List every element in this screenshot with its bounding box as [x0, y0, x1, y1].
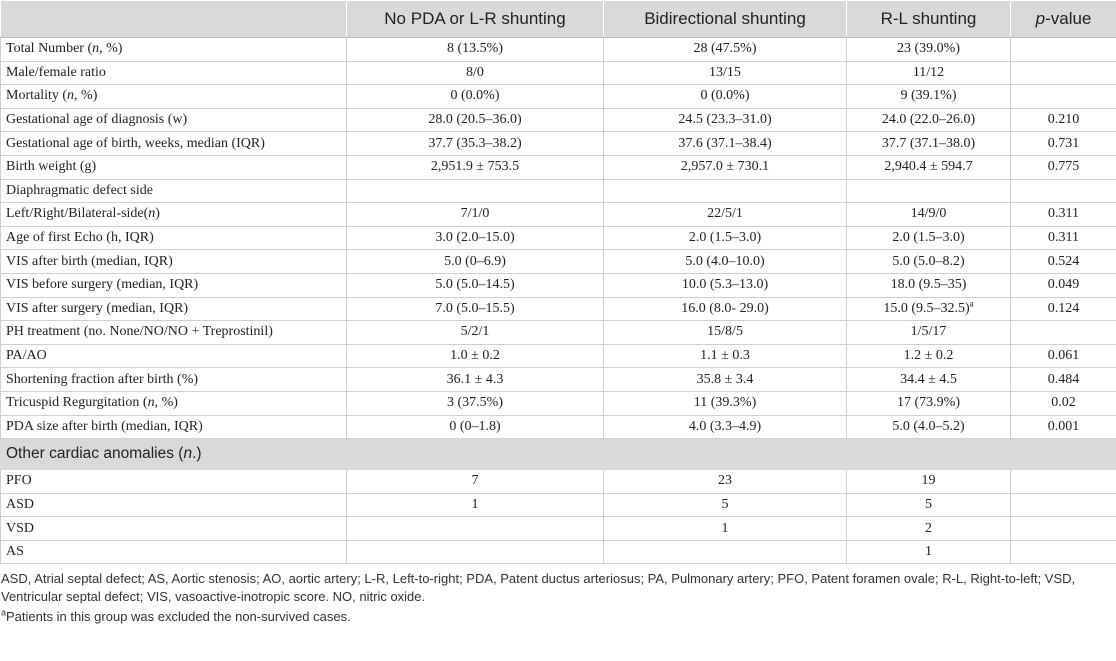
- cell-v3: [847, 321, 1011, 345]
- cell-value: 10.0 (5.3–13.0): [681, 277, 769, 293]
- cell-v1: [347, 273, 604, 297]
- cell-p-value: 0.210: [1011, 108, 1116, 132]
- cell-v2: [604, 203, 847, 227]
- table-row: [1, 108, 1116, 132]
- cell-v3: [847, 38, 1011, 62]
- row-label-part: PDA size after birth (median, IQR): [6, 418, 203, 434]
- cell-p-value: [1011, 540, 1116, 564]
- cell-v3: [847, 155, 1011, 179]
- cell-v3: [847, 391, 1011, 415]
- cell-v3: [847, 132, 1011, 156]
- cell-value: 13/15: [709, 64, 741, 80]
- row-label: [1, 273, 347, 297]
- cell-value: 36.1 ± 4.3: [446, 371, 504, 387]
- row-label-part: ): [155, 206, 160, 222]
- cell-p-value: 0.731: [1011, 132, 1116, 156]
- cell-value: 5/2/1: [460, 324, 490, 340]
- table-row: [1, 415, 1116, 439]
- cell-p-value: 0.049: [1011, 273, 1116, 297]
- row-label-part: PA/AO: [6, 348, 47, 364]
- table-row: [1, 321, 1116, 345]
- row-label-part: Diaphragmatic defect side: [6, 182, 153, 198]
- cell-v1: [347, 368, 604, 392]
- cell-value: 23 (39.0%): [897, 41, 960, 57]
- cell-v2: [604, 391, 847, 415]
- row-label: [1, 297, 347, 321]
- cell-value: 1.0 ± 0.2: [450, 348, 500, 364]
- row-label-part: Shortening fraction after birth (%): [6, 371, 199, 387]
- row-label-part: Total Number (: [6, 41, 93, 57]
- cell-value: 17 (73.9%): [897, 395, 960, 411]
- row-label-part: VIS before surgery (median, IQR): [6, 277, 199, 293]
- cell-p-value: [1011, 493, 1116, 517]
- cell-v3: 1: [847, 540, 1011, 564]
- cell-v1: [347, 344, 604, 368]
- row-label: PFO: [1, 470, 347, 494]
- cell-value: 5.0 (4.0–10.0): [685, 253, 765, 269]
- row-label: [1, 38, 347, 62]
- cell-value: 1/5/17: [910, 324, 947, 340]
- cell-p-value: [1011, 517, 1116, 541]
- cell-value: 5.0 (0–6.9): [444, 253, 506, 269]
- cell-v1: [347, 415, 604, 439]
- row-label: AS: [1, 540, 347, 564]
- row-label-part: n: [147, 395, 155, 411]
- table-body: [1, 38, 1116, 564]
- cell-p-value: 0.311: [1011, 203, 1116, 227]
- section-label: [1, 439, 1116, 470]
- table-row: [1, 368, 1116, 392]
- header-row: [1, 1, 1116, 38]
- table-row: [1, 273, 1116, 297]
- cell-value: 2.0 (1.5–3.0): [688, 230, 762, 246]
- table-row: [1, 155, 1116, 179]
- row-label: VSD: [1, 517, 347, 541]
- table-row: [1, 61, 1116, 85]
- cell-value: 28.0 (20.5–36.0): [428, 112, 522, 128]
- cell-v2: [604, 108, 847, 132]
- cell-value: 5.0 (5.0–14.5): [435, 277, 515, 293]
- header-p-italic: p: [1035, 9, 1046, 28]
- cell-v2: [604, 540, 847, 564]
- cell-value: 14/9/0: [910, 206, 947, 222]
- row-label: [1, 415, 347, 439]
- row-label: [1, 61, 347, 85]
- row-label-part: Gestational age of birth, weeks, median (IQR): [6, 135, 265, 151]
- cell-v3: 5: [847, 493, 1011, 517]
- cell-v2: 23: [604, 470, 847, 494]
- cell-v1: [347, 203, 604, 227]
- row-label: [1, 250, 347, 274]
- row-label: [1, 179, 347, 203]
- note-text: Patients in this group was excluded the non-survived cases.: [6, 609, 351, 625]
- row-label-part: , %): [99, 41, 123, 57]
- row-label-part: n: [92, 41, 100, 57]
- cell-value: 37.6 (37.1–38.4): [678, 135, 772, 151]
- row-label-part: Birth weight (g): [6, 159, 97, 175]
- section-label-part: .): [192, 445, 202, 463]
- cell-v1: [347, 132, 604, 156]
- table-row: [1, 540, 1116, 564]
- cell-v2: [604, 250, 847, 274]
- cell-v1: [347, 179, 604, 203]
- cell-value: 3 (37.5%): [447, 395, 503, 411]
- row-label-part: n: [67, 88, 75, 104]
- cell-v1: [347, 540, 604, 564]
- cell-p-value: [1011, 179, 1116, 203]
- row-label-part: Gestational age of diagnosis (w): [6, 112, 188, 128]
- header-variable: [1, 1, 347, 38]
- section-label-part: Other cardiac anomalies (: [6, 445, 184, 463]
- cell-value: 0 (0.0%): [700, 88, 750, 104]
- row-label: [1, 155, 347, 179]
- cell-v2: [604, 273, 847, 297]
- cell-v2: [604, 179, 847, 203]
- cell-v2: [604, 132, 847, 156]
- cell-v3: [847, 297, 1011, 321]
- cell-value: 5.0 (4.0–5.2): [892, 418, 965, 434]
- table-row: [1, 179, 1116, 203]
- table-row: [1, 85, 1116, 109]
- cell-v3: [847, 85, 1011, 109]
- cell-value: 37.7 (35.3–38.2): [428, 135, 522, 151]
- cell-v2: [604, 155, 847, 179]
- row-label: [1, 344, 347, 368]
- cell-v3: 19: [847, 470, 1011, 494]
- row-label-part: Left/Right/Bilateral-side(: [6, 206, 149, 222]
- cell-v2: [604, 344, 847, 368]
- cell-v2: [604, 61, 847, 85]
- cell-v2: 5: [604, 493, 847, 517]
- cell-value: 8 (13.5%): [447, 41, 503, 57]
- cell-p-value: 0.524: [1011, 250, 1116, 274]
- row-label: [1, 226, 347, 250]
- footnote-marker: a: [969, 298, 974, 309]
- cell-value: 37.7 (37.1–38.0): [881, 135, 976, 151]
- cell-v3: [847, 226, 1011, 250]
- cell-value: 16.0 (8.0- 29.0): [681, 300, 769, 316]
- table-row: [1, 517, 1116, 541]
- cell-p-value: [1011, 85, 1116, 109]
- cell-v3: [847, 179, 1011, 203]
- cell-value: 3.0 (2.0–15.0): [435, 230, 515, 246]
- row-label: [1, 108, 347, 132]
- note-marker: a: [1, 608, 7, 619]
- table-row: [1, 391, 1116, 415]
- section-label-part: n: [183, 445, 193, 463]
- cell-p-value: [1011, 470, 1116, 494]
- row-label-part: Male/female ratio: [6, 64, 106, 80]
- cell-value: 18.0 (9.5–35): [890, 277, 967, 293]
- cell-v1: [347, 85, 604, 109]
- cell-p-value: 0.775: [1011, 155, 1116, 179]
- cell-p-value: [1011, 38, 1116, 62]
- cell-v3: [847, 108, 1011, 132]
- cell-v3: [847, 250, 1011, 274]
- table-row: [1, 226, 1116, 250]
- cell-v2: [604, 415, 847, 439]
- cell-v2: [604, 321, 847, 345]
- header-p-rest: -value: [1045, 9, 1092, 28]
- cell-v1: [347, 38, 604, 62]
- cell-value: 5.0 (5.0–8.2): [892, 253, 965, 269]
- row-label: [1, 85, 347, 109]
- cell-v1: [347, 250, 604, 274]
- cell-value: 0 (0–1.8): [449, 418, 501, 434]
- cell-value: 15/8/5: [707, 324, 743, 340]
- abbreviations-note: ASD, Atrial septal defect; AS, Aortic stenosis; AO, aortic artery; L-R, Left-to-right; PDA, Patent ductus arteriosus; PA, Pulmonary artery; PFO, Patent foramen ovale; R-L, Right-to-left; VSD, Ventricular septal defect; VIS, vasoactive-inotropic score. NO, nitric oxide.: [1, 571, 1076, 605]
- cell-value: 11/12: [912, 64, 945, 80]
- superscript-note: [1, 608, 1114, 626]
- header-p-value: [1011, 1, 1116, 38]
- row-label-part: VIS after birth (median, IQR): [6, 253, 173, 269]
- cell-value: 7/1/0: [460, 206, 490, 222]
- row-label: [1, 391, 347, 415]
- table-row: [1, 132, 1116, 156]
- cell-value: 28 (47.5%): [693, 41, 757, 57]
- cell-value: 34.4 ± 4.5: [900, 371, 957, 387]
- row-label-part: Tricuspid Regurgitation (: [6, 395, 148, 411]
- cell-p-value: 0.02: [1011, 391, 1116, 415]
- cell-p-value: 0.061: [1011, 344, 1116, 368]
- row-label-part: VIS after surgery (median, IQR): [6, 300, 189, 316]
- row-label: [1, 203, 347, 227]
- cell-v3: [847, 61, 1011, 85]
- cell-v3: [847, 344, 1011, 368]
- row-label-part: PH treatment (no. None/NO/NO + Treprostinil): [6, 324, 273, 340]
- cell-v3: [847, 203, 1011, 227]
- cell-v2: [604, 368, 847, 392]
- cell-value: 9 (39.1%): [900, 88, 957, 104]
- table-row: [1, 470, 1116, 494]
- cell-v3: [847, 273, 1011, 297]
- cell-value: 2.0 (1.5–3.0): [892, 230, 965, 246]
- table-row: [1, 250, 1116, 274]
- table-row: [1, 203, 1116, 227]
- cell-v1: [347, 297, 604, 321]
- cell-value: 0 (0.0%): [450, 88, 500, 104]
- cell-v1: 7: [347, 470, 604, 494]
- cell-v1: [347, 61, 604, 85]
- cell-value: 11 (39.3%): [693, 395, 757, 411]
- row-label-part: n: [148, 206, 156, 222]
- cell-v2: [604, 297, 847, 321]
- cell-value: 35.8 ± 3.4: [696, 371, 754, 387]
- table-row: [1, 297, 1116, 321]
- cell-v1: 1: [347, 493, 604, 517]
- table-row: [1, 493, 1116, 517]
- cell-v1: [347, 155, 604, 179]
- cell-value: 2,940.4 ± 594.7: [884, 159, 973, 175]
- cell-value: 2,957.0 ± 730.1: [680, 159, 770, 175]
- cell-v2: 1: [604, 517, 847, 541]
- row-label-part: , %): [74, 88, 98, 104]
- cell-value: 1.1 ± 0.3: [700, 348, 750, 364]
- cell-value: 24.0 (22.0–26.0): [881, 112, 976, 128]
- cell-v1: [347, 321, 604, 345]
- cell-p-value: 0.001: [1011, 415, 1116, 439]
- header-bidirectional: Bidirectional shunting: [604, 1, 847, 38]
- cell-value: 2,951.9 ± 753.5: [430, 159, 520, 175]
- header-no-pda: No PDA or L-R shunting: [347, 1, 604, 38]
- cell-v2: [604, 38, 847, 62]
- cell-v1: [347, 108, 604, 132]
- cell-v2: [604, 85, 847, 109]
- cell-p-value: 0.311: [1011, 226, 1116, 250]
- row-label-part: Mortality (: [6, 88, 68, 104]
- row-label-part: , %): [154, 395, 178, 411]
- cell-v1: [347, 391, 604, 415]
- cell-value: 7.0 (5.0–15.5): [435, 300, 515, 316]
- cell-value: 4.0 (3.3–4.9): [688, 418, 762, 434]
- cell-v1: [347, 226, 604, 250]
- section-row: [1, 439, 1116, 470]
- row-label: ASD: [1, 493, 347, 517]
- row-label: [1, 368, 347, 392]
- cell-v2: [604, 226, 847, 250]
- cell-v3: [847, 368, 1011, 392]
- table-row: [1, 38, 1116, 62]
- cell-value: 1.2 ± 0.2: [903, 348, 954, 364]
- footnotes: [0, 564, 1116, 626]
- cell-v3: [847, 415, 1011, 439]
- cell-value: 24.5 (23.3–31.0): [678, 112, 772, 128]
- cell-p-value: [1011, 61, 1116, 85]
- row-label-part: Age of first Echo (h, IQR): [6, 230, 154, 246]
- cell-v3: 2: [847, 517, 1011, 541]
- table-row: [1, 344, 1116, 368]
- cell-value: 15.0 (9.5–32.5): [883, 300, 970, 316]
- header-rl-shunting: R-L shunting: [847, 1, 1011, 38]
- cell-p-value: 0.484: [1011, 368, 1116, 392]
- row-label: [1, 321, 347, 345]
- cell-value: 8/0: [466, 64, 484, 80]
- row-label: [1, 132, 347, 156]
- cell-value: 22/5/1: [707, 206, 743, 222]
- cell-v1: [347, 517, 604, 541]
- cell-p-value: 0.124: [1011, 297, 1116, 321]
- cell-p-value: [1011, 321, 1116, 345]
